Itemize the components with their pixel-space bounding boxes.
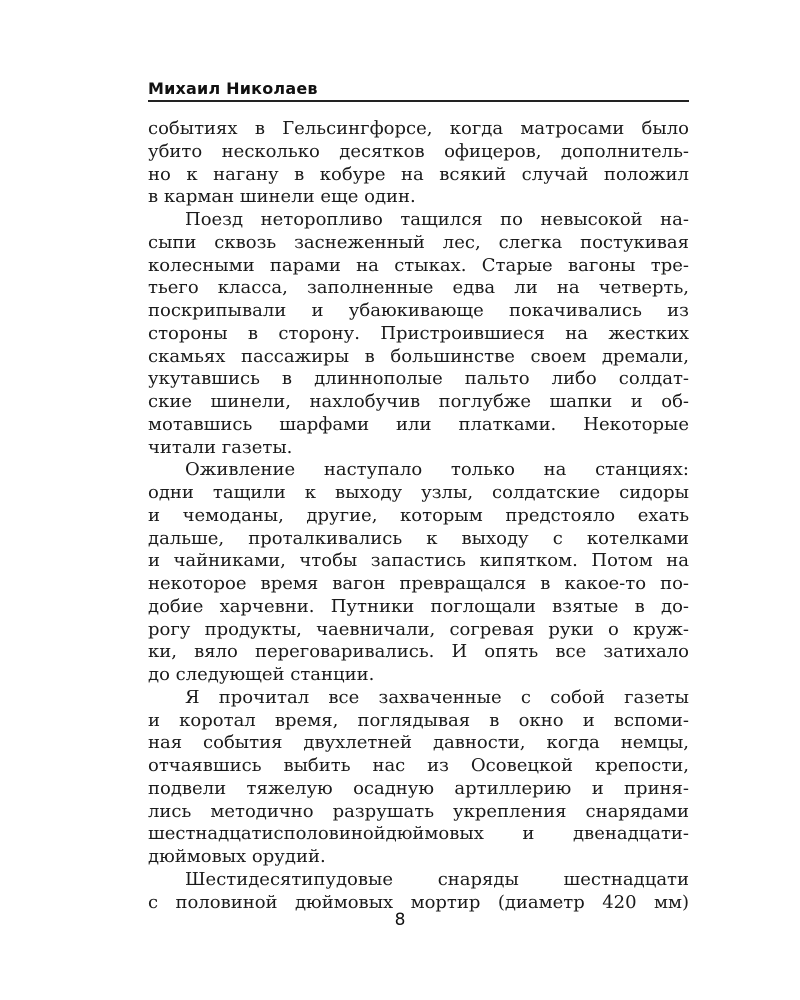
text-line: и чайниками, чтобы запастись кипятком. Потом на [148,550,689,572]
text-line: лись методично разрушать укрепления снарядами [148,800,689,822]
text-line: и коротал время, поглядывая в окно и вспоми- [148,709,689,731]
text-line: рогу продукты, чаевничали, согревая руки о круж- [148,618,689,640]
text-line: с половиной дюймовых мортир (диаметр 420 мм) [148,891,689,913]
body-text [148,118,689,914]
text-line: Шестидесятипудовые снаряды шестнадцати [185,868,689,890]
text-line: подвели тяжелую осадную артиллерию и приня- [148,777,689,799]
text-line: добие харчевни. Путники поглощали взятые в до- [148,595,689,617]
author-name: Михаил Николаев [148,79,318,98]
text-line: до следующей станции. [148,664,375,685]
text-line: но к нагану в кобуре на всякий случай положил [148,163,689,185]
text-line: колесными парами на стыках. Старые вагоны тре- [148,254,689,276]
text-line: ки, вяло переговаривались. И опять все затихало [148,641,689,663]
text-line: шестнадцатисполовинойдюймовых и двенадцати- [148,823,689,845]
text-line: ские шинели, нахлобучив поглубже шапки и об- [148,391,689,412]
text-line: читали газеты. [148,436,293,458]
text-line: Я прочитал все захваченные с собой газеты [185,686,689,708]
text-line: Поезд неторопливо тащился по невысокой на- [185,209,689,230]
text-line: некоторое время вагон превращался в какое-то по- [148,573,689,594]
text-line: событиях в Гельсингфорсе, когда матросами было [148,118,689,139]
text-line: мотавшись шарфами или платками. Некоторые [148,413,689,435]
text-line: дальше, проталкивались к выходу с котелками [148,527,689,549]
text-line: стороны в сторону. Пристроившиеся на жестких [148,322,689,344]
text-line: дюймовых орудий. [148,846,326,867]
text-line: скамьях пассажиры в большинстве своем дремали, [148,345,689,367]
running-header [148,78,689,102]
text-line: в карман шинели еще один. [148,186,416,208]
page-number: 8 [394,910,406,930]
text-line: ная события двухлетней давности, когда немцы, [148,732,689,754]
text-line: одни тащили к выходу узлы, солдатские сидоры [148,482,689,503]
text-line: поскрипывали и убаюкивающе покачивались из [148,300,689,321]
text-line: Оживление наступало только на станциях: [185,459,689,481]
text-line: и чемоданы, другие, которым предстояло ехать [148,504,689,526]
text-line: убито несколько десятков офицеров, дополнитель- [148,140,689,162]
text-line: укутавшись в длиннополые пальто либо солдат- [148,368,689,390]
text-line: тьего класса, заполненные едва ли на четверть, [148,277,689,299]
text-line: сыпи сквозь заснеженный лес, слегка постукивая [148,231,689,253]
text-line: отчаявшись выбить нас из Осовецкой крепости, [148,755,689,776]
